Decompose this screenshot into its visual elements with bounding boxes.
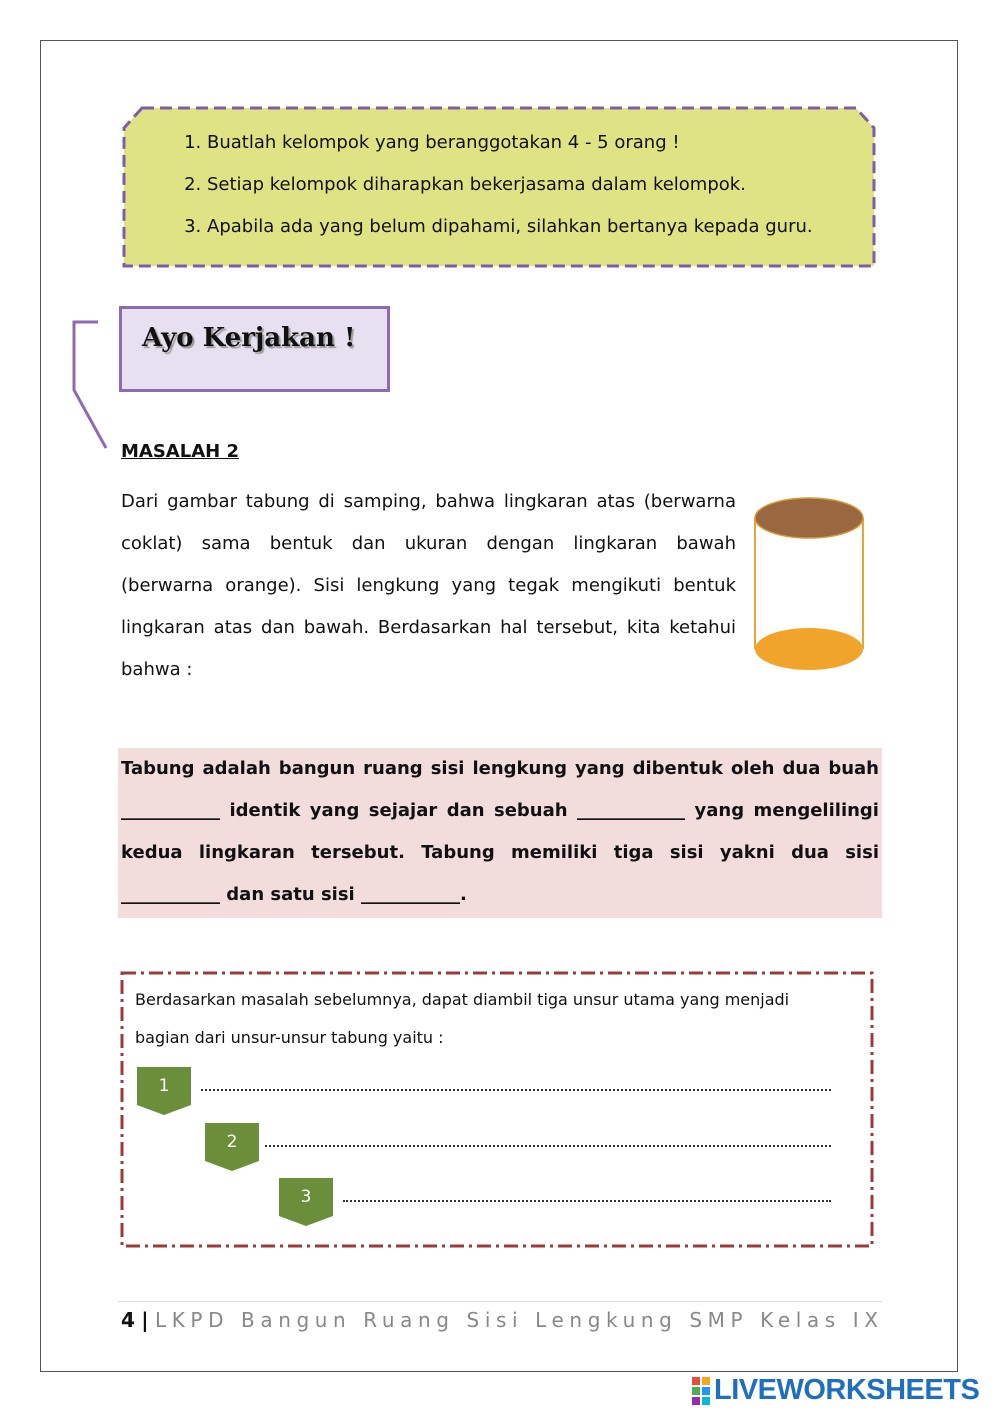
badge-number: 3 <box>300 1187 312 1207</box>
elements-box <box>120 971 874 1248</box>
footer-title: LKPD Bangun Ruang Sisi Lengkung SMP Kelas IX <box>154 1308 884 1332</box>
definition-part: identik yang sejajar dan sebuah <box>229 800 568 821</box>
answer-line[interactable] <box>343 1200 831 1202</box>
section-title-box <box>119 306 390 392</box>
instructions-box <box>122 106 876 268</box>
definition-part: dan satu sisi <box>226 884 355 905</box>
element-item-2 <box>205 1123 832 1171</box>
footer-divider <box>118 1301 882 1302</box>
definition-text <box>121 748 879 916</box>
problem-heading: MASALAH 2 <box>121 441 239 462</box>
blank-field[interactable]: ____________ <box>577 800 686 821</box>
answer-line[interactable] <box>265 1145 831 1147</box>
definition-part: Tabung adalah bangun ruang sisi lengkung yang dibentuk oleh dua buah <box>121 758 879 779</box>
blank-field[interactable]: ___________ <box>361 884 460 905</box>
blank-field[interactable]: ___________ <box>121 884 220 905</box>
badge-number: 1 <box>158 1076 170 1096</box>
definition-part: . <box>460 884 467 905</box>
element-item-1 <box>137 1067 832 1115</box>
instruction-item: 3. Apabila ada yang belum dipahami, silahkan bertanya kepada guru. <box>207 206 887 248</box>
answer-line[interactable] <box>201 1089 831 1091</box>
instruction-item: 2. Setiap kelompok diharapkan bekerjasama dalam kelompok. <box>207 164 887 206</box>
instructions-list <box>172 122 887 248</box>
watermark-logo-icon <box>692 1377 710 1407</box>
definition-box <box>118 748 882 918</box>
problem-text: Dari gambar tabung di samping, bahwa lingkaran atas (berwarna coklat) sama bentuk dan ukuran dengan lingkaran bawah (berwarna orange). Sisi lengkung yang tegak mengikuti bentuk lingkaran atas dan bawah. Berdasarkan hal tersebut, kita ketahui bahwa : <box>121 491 736 680</box>
elements-intro: Berdasarkan masalah sebelumnya, dapat diambil tiga unsur utama yang menjadi bagian dari unsur-unsur tabung yaitu : <box>135 990 790 1047</box>
watermark-text: LIVEWORKSHEETS <box>714 1374 980 1406</box>
footer <box>121 1308 884 1332</box>
element-item-3 <box>279 1178 832 1226</box>
badge-number: 2 <box>226 1132 238 1152</box>
section-bracket <box>70 318 110 453</box>
cylinder-illustration <box>752 496 866 672</box>
definition-part: yang mengelilingi kedua lingkaran tersebut. Tabung memiliki tiga sisi yakni dua sisi <box>121 800 879 863</box>
blank-field[interactable]: ___________ <box>121 800 220 821</box>
page-number: 4 <box>121 1308 135 1332</box>
instruction-item: 1. Buatlah kelompok yang beranggotakan 4 - 5 orang ! <box>207 122 887 164</box>
section-title: Ayo Kerjakan ! <box>142 323 356 353</box>
footer-separator: | <box>141 1308 149 1332</box>
